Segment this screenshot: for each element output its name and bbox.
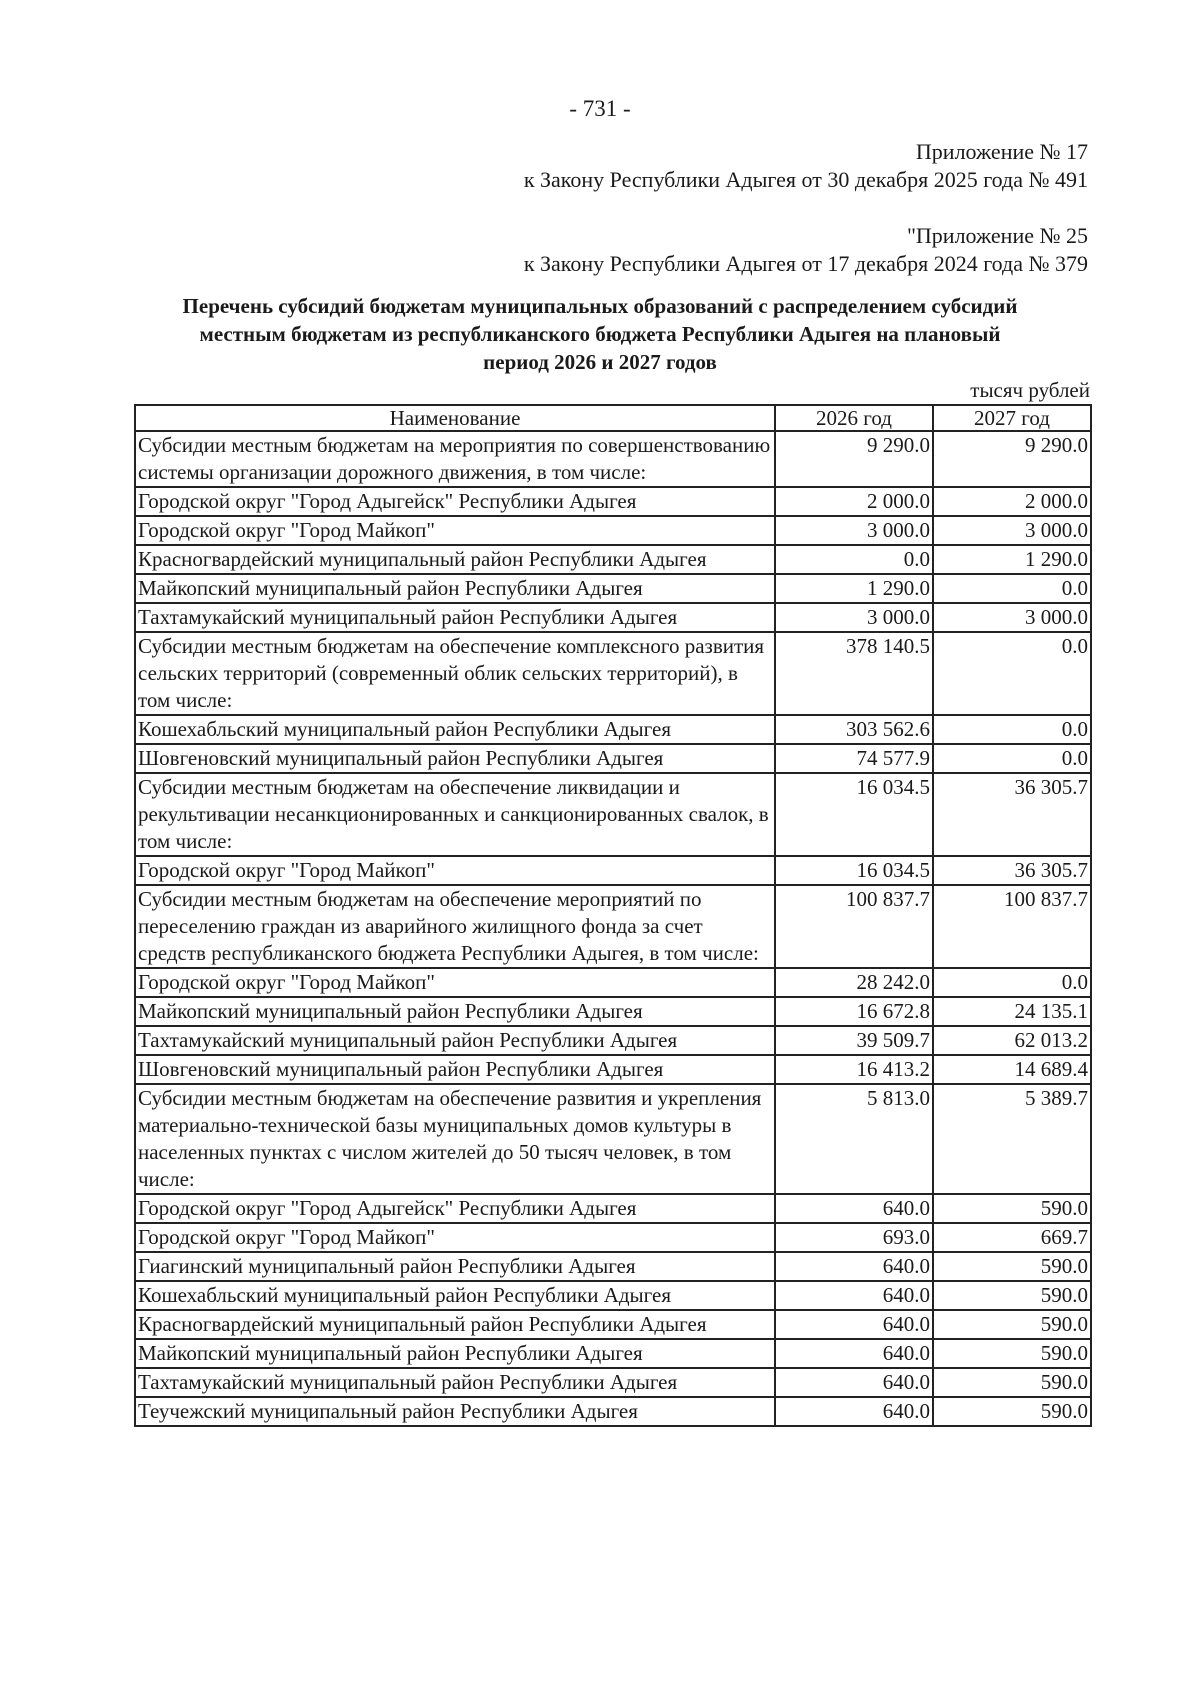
- row-name-cell: Теучежский муниципальный район Республики Адыгея: [135, 1397, 775, 1426]
- row-2027-cell: 62 013.2: [933, 1026, 1091, 1055]
- row-2027-cell: 0.0: [933, 744, 1091, 773]
- annex-current: [524, 138, 1088, 194]
- row-2026-cell: 16 413.2: [775, 1055, 933, 1084]
- row-name-cell: Субсидии местным бюджетам на мероприятия по совершенствованию системы организации дорожного движения, в том числе:: [135, 431, 775, 487]
- row-2026-cell: 3 000.0: [775, 603, 933, 632]
- table-row: [135, 516, 1091, 545]
- annex-original: [524, 222, 1088, 278]
- row-2027-cell: 0.0: [933, 632, 1091, 715]
- row-name-cell: Кошехабльский муниципальный район Республики Адыгея: [135, 715, 775, 744]
- row-2026-cell: 640.0: [775, 1310, 933, 1339]
- row-2027-cell: 3 000.0: [933, 516, 1091, 545]
- table-row: [135, 574, 1091, 603]
- table-row: [135, 1281, 1091, 1310]
- row-name-cell: Красногвардейский муниципальный район Республики Адыгея: [135, 1310, 775, 1339]
- table-body: [135, 431, 1091, 1426]
- table-row: [135, 545, 1091, 574]
- table-row: [135, 773, 1091, 856]
- row-2026-cell: 3 000.0: [775, 516, 933, 545]
- annex-original-number: "Приложение № 25: [906, 223, 1088, 248]
- row-name-cell: Красногвардейский муниципальный район Республики Адыгея: [135, 545, 775, 574]
- annex-original-law: к Закону Республики Адыгея от 17 декабря 2024 года № 379: [523, 251, 1088, 276]
- row-2026-cell: 9 290.0: [775, 431, 933, 487]
- row-2027-cell: 0.0: [933, 574, 1091, 603]
- row-2026-cell: 378 140.5: [775, 632, 933, 715]
- row-name-cell: Майкопский муниципальный район Республики Адыгея: [135, 997, 775, 1026]
- table-row: [135, 431, 1091, 487]
- document-title: [120, 292, 1080, 376]
- row-name-cell: Тахтамукайский муниципальный район Республики Адыгея: [135, 1368, 775, 1397]
- title-line-3: период 2026 и 2027 годов: [483, 350, 717, 374]
- table-row: [135, 1339, 1091, 1368]
- table-row: [135, 744, 1091, 773]
- row-name-cell: Городской округ "Город Адыгейск" Республики Адыгея: [135, 1194, 775, 1223]
- table-row: [135, 1194, 1091, 1223]
- row-2026-cell: 28 242.0: [775, 968, 933, 997]
- table-row: [135, 632, 1091, 715]
- row-2026-cell: 16 034.5: [775, 856, 933, 885]
- row-name-cell: Субсидии местным бюджетам на обеспечение ликвидации и рекультивации несанкционированных и санкционированных свалок, в том числе:: [135, 773, 775, 856]
- units-label: тысяч рублей: [970, 378, 1090, 402]
- annex-current-number: Приложение № 17: [915, 139, 1088, 164]
- row-2026-cell: 5 813.0: [775, 1084, 933, 1194]
- row-2027-cell: 24 135.1: [933, 997, 1091, 1026]
- row-2027-cell: 9 290.0: [933, 431, 1091, 487]
- row-2026-cell: 100 837.7: [775, 885, 933, 968]
- row-2027-cell: 0.0: [933, 715, 1091, 744]
- row-2027-cell: 590.0: [933, 1397, 1091, 1426]
- title-line-2: местным бюджетам из республиканского бюджета Республики Адыгея на плановый: [199, 322, 1001, 346]
- row-2026-cell: 0.0: [775, 545, 933, 574]
- row-2027-cell: 36 305.7: [933, 773, 1091, 856]
- row-2027-cell: 1 290.0: [933, 545, 1091, 574]
- row-name-cell: Субсидии местным бюджетам на обеспечение комплексного развития сельских территорий (современный облик сельских территорий), в том числе:: [135, 632, 775, 715]
- row-name-cell: Городской округ "Город Майкоп": [135, 968, 775, 997]
- row-name-cell: Кошехабльский муниципальный район Республики Адыгея: [135, 1281, 775, 1310]
- table-row: [135, 1084, 1091, 1194]
- table-row: [135, 1055, 1091, 1084]
- row-name-cell: Субсидии местным бюджетам на обеспечение мероприятий по переселению граждан из аварийного жилищного фонда за счет средств республиканского бюджета Республики Адыгея, в том числе:: [135, 885, 775, 968]
- row-2026-cell: 640.0: [775, 1252, 933, 1281]
- table-row: [135, 968, 1091, 997]
- table-row: [135, 487, 1091, 516]
- table-row: [135, 997, 1091, 1026]
- row-2026-cell: 74 577.9: [775, 744, 933, 773]
- row-2027-cell: 0.0: [933, 968, 1091, 997]
- table-header-row: [135, 405, 1091, 431]
- row-name-cell: Майкопский муниципальный район Республики Адыгея: [135, 1339, 775, 1368]
- row-2026-cell: 640.0: [775, 1397, 933, 1426]
- table-row: [135, 1310, 1091, 1339]
- table-row: [135, 603, 1091, 632]
- row-2027-cell: 590.0: [933, 1194, 1091, 1223]
- row-name-cell: Шовгеновский муниципальный район Республики Адыгея: [135, 1055, 775, 1084]
- row-2027-cell: 5 389.7: [933, 1084, 1091, 1194]
- annex-current-law: к Закону Республики Адыгея от 30 декабря 2025 года № 491: [523, 167, 1088, 192]
- page-number: - 731 -: [569, 96, 631, 121]
- row-2026-cell: 303 562.6: [775, 715, 933, 744]
- row-2027-cell: 36 305.7: [933, 856, 1091, 885]
- row-name-cell: Субсидии местным бюджетам на обеспечение развития и укрепления материально-технической базы муниципальных домов культуры в населенных пунктах с числом жителей до 50 тысяч человек, в том числе:: [135, 1084, 775, 1194]
- row-2027-cell: 590.0: [933, 1310, 1091, 1339]
- row-2027-cell: 669.7: [933, 1223, 1091, 1252]
- row-2026-cell: 640.0: [775, 1281, 933, 1310]
- row-2026-cell: 16 034.5: [775, 773, 933, 856]
- row-name-cell: Городской округ "Город Майкоп": [135, 1223, 775, 1252]
- row-2026-cell: 2 000.0: [775, 487, 933, 516]
- row-name-cell: Городской округ "Город Адыгейск" Республики Адыгея: [135, 487, 775, 516]
- row-2027-cell: 590.0: [933, 1368, 1091, 1397]
- row-2027-cell: 2 000.0: [933, 487, 1091, 516]
- row-2026-cell: 1 290.0: [775, 574, 933, 603]
- subsidies-table: [134, 404, 1092, 1427]
- row-name-cell: Майкопский муниципальный район Республики Адыгея: [135, 574, 775, 603]
- table-row: [135, 715, 1091, 744]
- table-row: [135, 1397, 1091, 1426]
- row-2026-cell: 640.0: [775, 1339, 933, 1368]
- row-name-cell: Шовгеновский муниципальный район Республики Адыгея: [135, 744, 775, 773]
- title-line-1: Перечень субсидий бюджетам муниципальных образований с распределением субсидий: [182, 294, 1018, 318]
- row-2026-cell: 640.0: [775, 1194, 933, 1223]
- table-row: [135, 1223, 1091, 1252]
- row-2027-cell: 100 837.7: [933, 885, 1091, 968]
- table-row: [135, 1252, 1091, 1281]
- row-2027-cell: 14 689.4: [933, 1055, 1091, 1084]
- row-2027-cell: 590.0: [933, 1252, 1091, 1281]
- row-name-cell: Городской округ "Город Майкоп": [135, 856, 775, 885]
- row-2026-cell: 16 672.8: [775, 997, 933, 1026]
- table-row: [135, 885, 1091, 968]
- table-row: [135, 1026, 1091, 1055]
- row-2026-cell: 39 509.7: [775, 1026, 933, 1055]
- row-2026-cell: 693.0: [775, 1223, 933, 1252]
- header-2027: 2027 год: [933, 405, 1091, 431]
- row-name-cell: Тахтамукайский муниципальный район Республики Адыгея: [135, 603, 775, 632]
- row-name-cell: Гиагинский муниципальный район Республики Адыгея: [135, 1252, 775, 1281]
- row-2027-cell: 590.0: [933, 1281, 1091, 1310]
- row-name-cell: Тахтамукайский муниципальный район Республики Адыгея: [135, 1026, 775, 1055]
- row-2027-cell: 590.0: [933, 1339, 1091, 1368]
- table-row: [135, 1368, 1091, 1397]
- header-2026: 2026 год: [775, 405, 933, 431]
- table-row: [135, 856, 1091, 885]
- header-name: Наименование: [135, 405, 775, 431]
- row-name-cell: Городской округ "Город Майкоп": [135, 516, 775, 545]
- row-2027-cell: 3 000.0: [933, 603, 1091, 632]
- row-2026-cell: 640.0: [775, 1368, 933, 1397]
